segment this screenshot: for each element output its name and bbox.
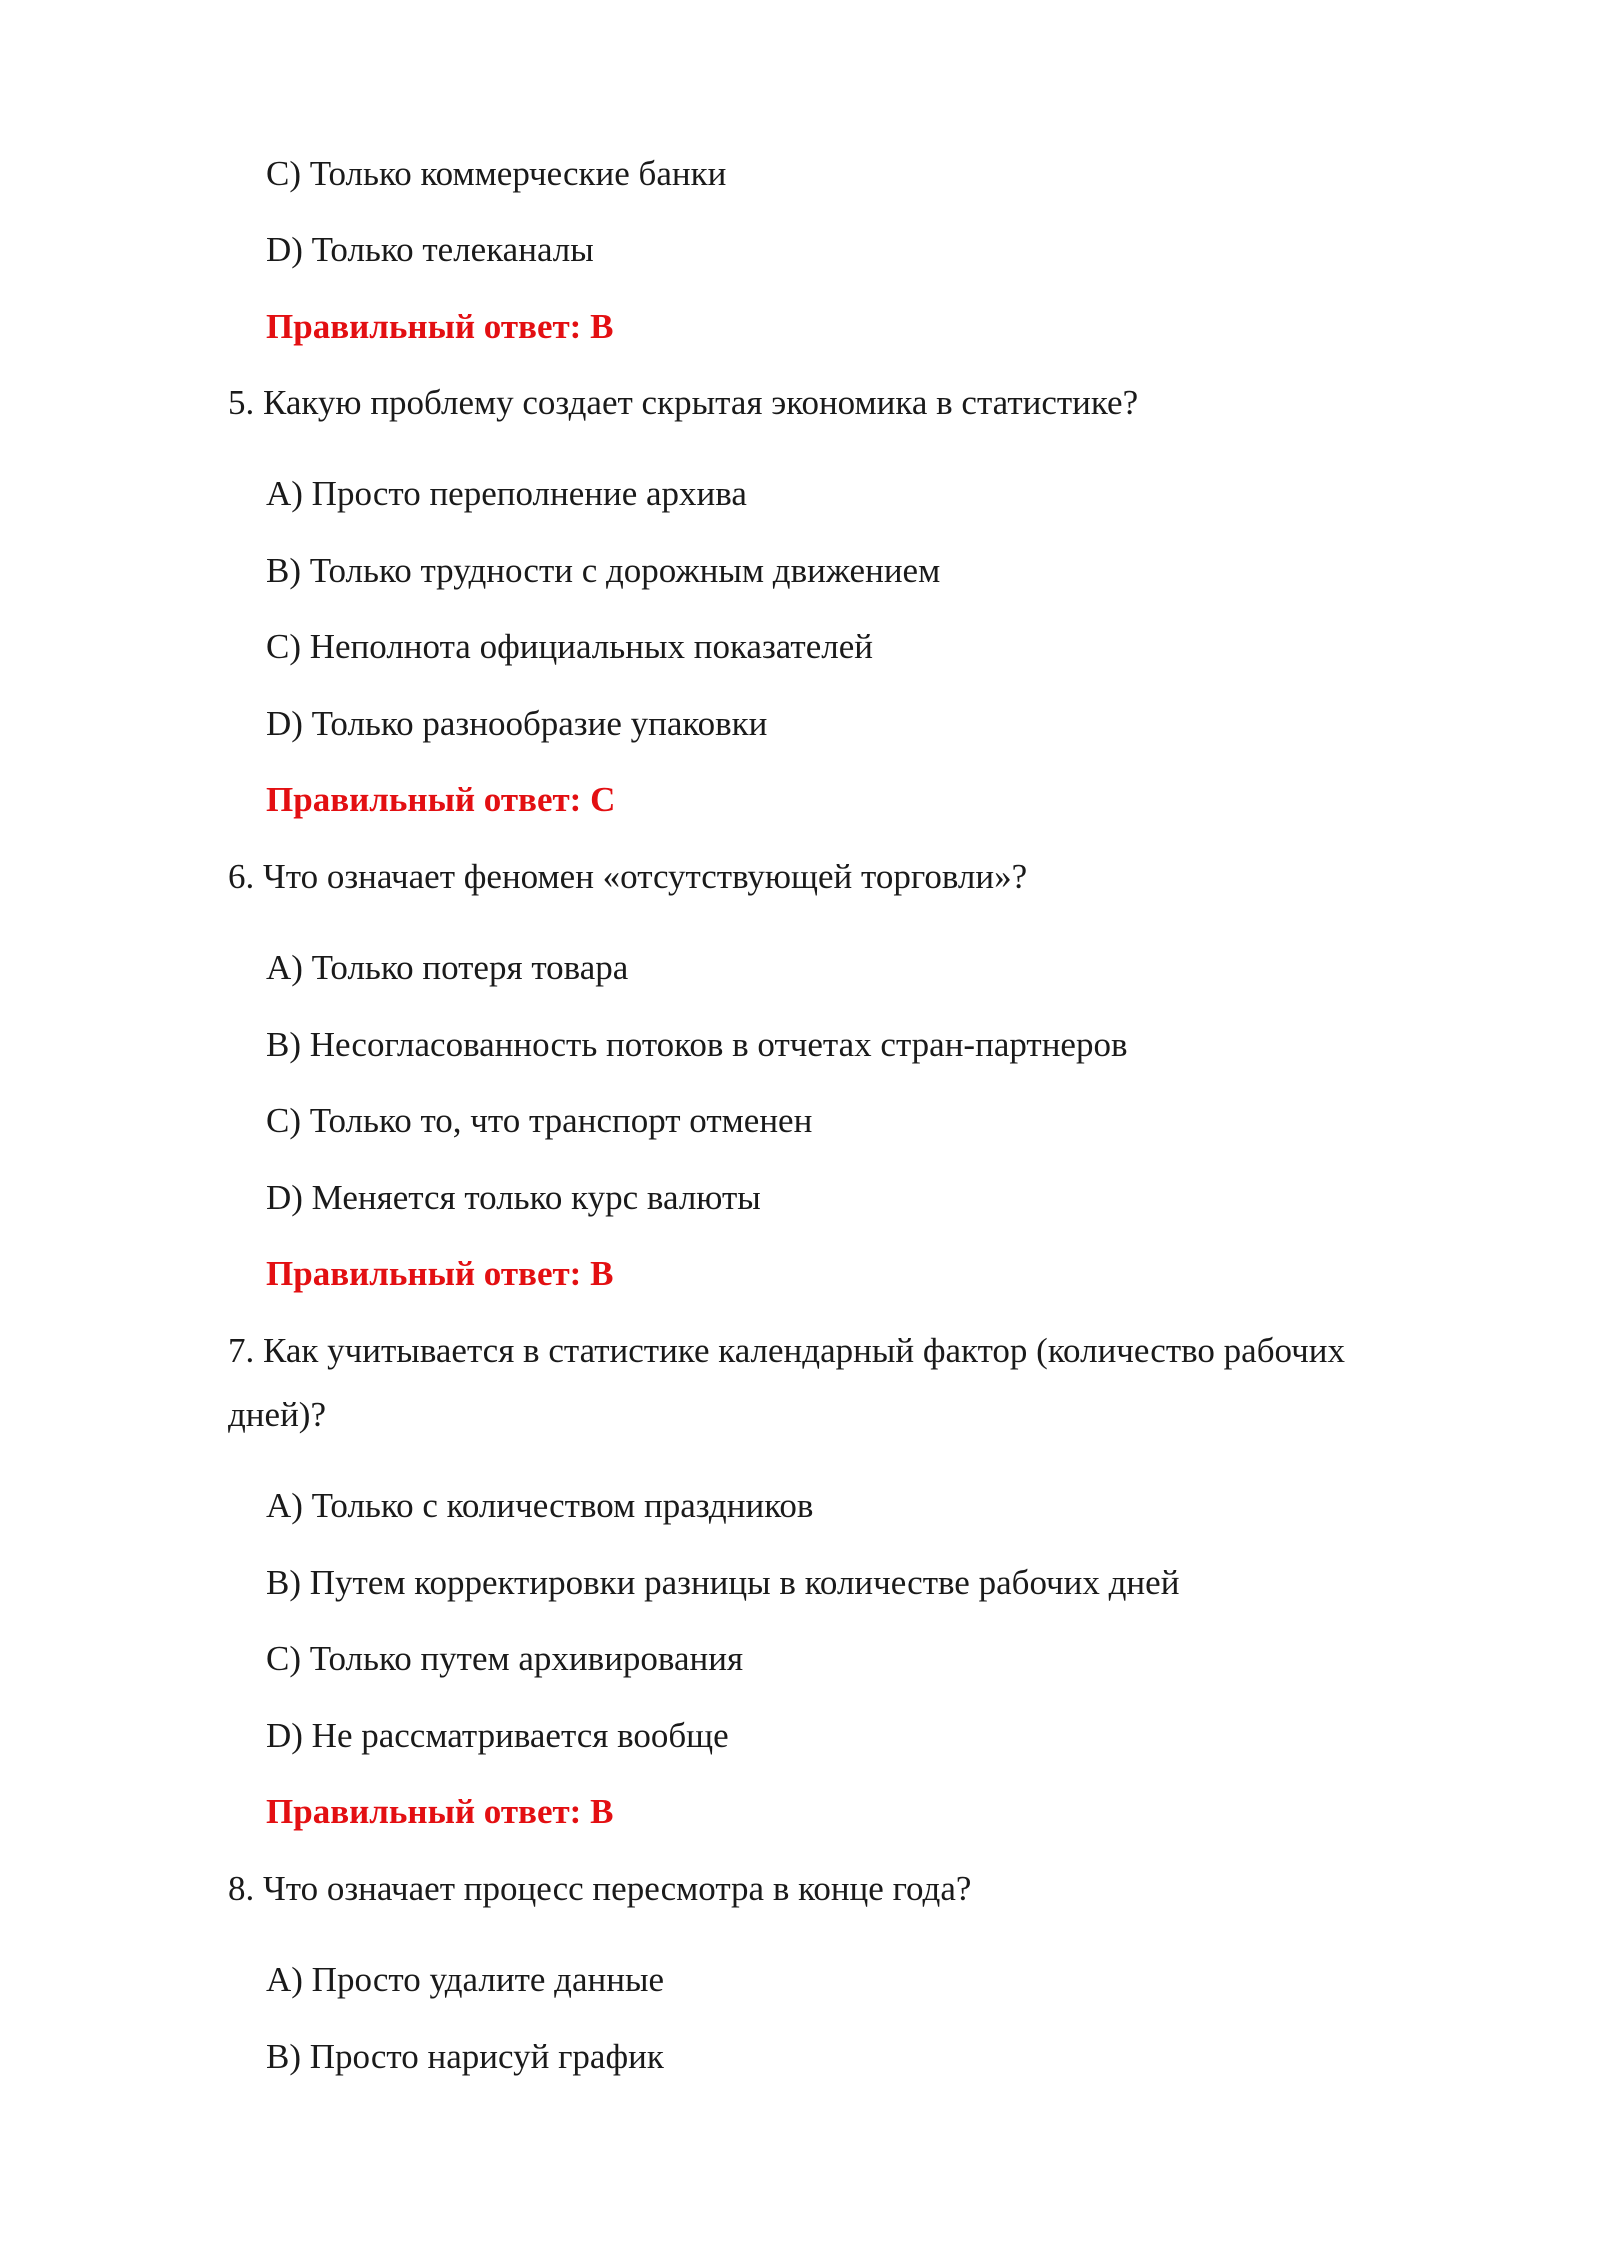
option-5-c: C) Неполнота официальных показателей (266, 627, 873, 666)
question-5: 5. Какую проблему создает скрытая экономика в статистике? (228, 383, 1139, 422)
option-6-c: C) Только то, что транспорт отменен (266, 1101, 813, 1140)
correct-answer-prev: Правильный ответ: B (266, 307, 614, 346)
correct-answer-6: Правильный ответ: B (266, 1254, 614, 1293)
option-6-d: D) Меняется только курс валюты (266, 1178, 761, 1217)
option-prev-c: C) Только коммерческие банки (266, 154, 727, 193)
question-7-line-1: 7. Как учитывается в статистике календарный фактор (количество рабочих (228, 1331, 1345, 1370)
question-8: 8. Что означает процесс пересмотра в конце года? (228, 1869, 972, 1908)
option-6-b: B) Несогласованность потоков в отчетах стран-партнеров (266, 1025, 1128, 1064)
option-8-b: B) Просто нарисуй график (266, 2037, 664, 2076)
option-7-d: D) Не рассматривается вообще (266, 1716, 729, 1755)
option-5-d: D) Только разнообразие упаковки (266, 704, 768, 743)
option-5-b: B) Только трудности с дорожным движением (266, 551, 941, 590)
option-prev-d: D) Только телеканалы (266, 230, 594, 269)
option-7-a: A) Только с количеством праздников (266, 1486, 814, 1525)
option-7-b: B) Путем корректировки разницы в количестве рабочих дней (266, 1563, 1180, 1602)
correct-answer-5: Правильный ответ: C (266, 780, 616, 819)
correct-answer-7: Правильный ответ: B (266, 1792, 614, 1831)
option-5-a: A) Просто переполнение архива (266, 474, 747, 513)
question-7-line-2: дней)? (228, 1395, 326, 1434)
question-6: 6. Что означает феномен «отсутствующей торговли»? (228, 857, 1028, 896)
option-8-a: A) Просто удалите данные (266, 1960, 665, 1999)
option-7-c: C) Только путем архивирования (266, 1639, 744, 1678)
option-6-a: A) Только потеря товара (266, 948, 629, 987)
